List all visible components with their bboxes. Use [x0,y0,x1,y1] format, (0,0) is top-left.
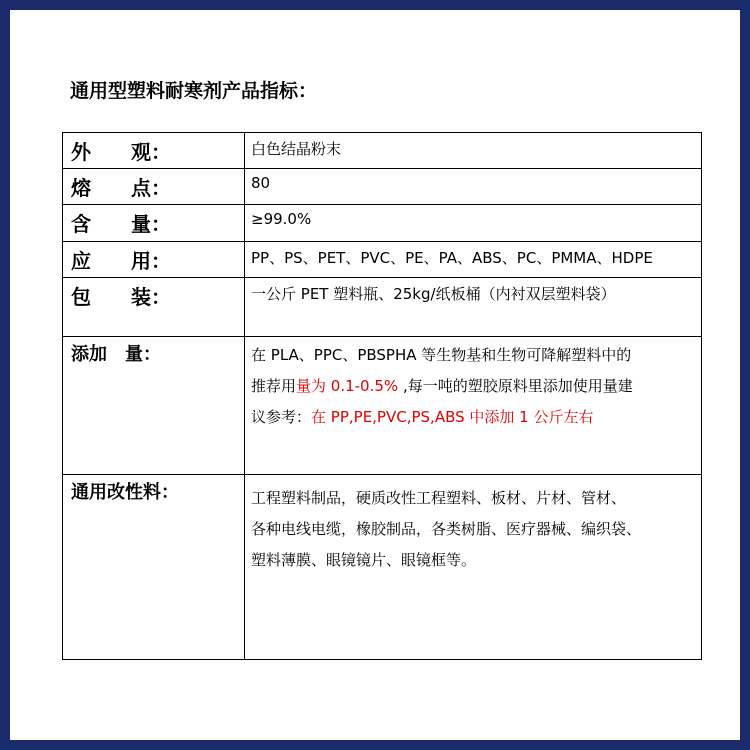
dosage-line-3 [251,402,693,433]
table-row [63,242,702,278]
row-label-modified-materials: 通用改性料： [63,475,245,660]
row-label-application: 应 用： [63,242,245,278]
row-value-content: ≥99.0% [245,205,702,242]
row-value-modified-materials [245,475,702,660]
page-title: 通用型塑料耐寒剂产品指标： [70,80,318,102]
row-label-appearance: 外 观： [63,133,245,169]
row-label-dosage: 添加 量： [63,337,245,475]
table-row [63,133,702,169]
row-value-appearance: 白色结晶粉末 [245,133,702,169]
modified-line-1: 工程塑料制品，硬质改性工程塑料、板材、片材、管材、 [251,489,627,507]
table-row [63,475,702,660]
row-label-packaging: 包 装： [63,278,245,337]
table-row [63,169,702,205]
row-value-packaging: 一公斤 PET 塑料瓶、25kg/纸板桶（内衬双层塑料袋） [245,278,702,337]
dosage-line-2-prefix: 推荐用 [251,377,297,395]
table-row [63,337,702,475]
table-row [63,278,702,337]
row-value-dosage [245,337,702,475]
document-page [10,10,740,740]
dosage-line-2 [251,371,693,402]
row-value-melting-point: 80 [245,169,702,205]
dosage-line-1: 在 PLA、PPC、PBSPHA 等生物基和生物可降解塑料中的 [251,346,632,364]
row-label-melting-point: 熔 点： [63,169,245,205]
spec-table [62,132,702,660]
dosage-range-highlight: 量为 0.1-0.5% [296,377,399,395]
dosage-reference-highlight: 在 PP,PE,PVC,PS,ABS 中添加 1 公斤左右 [311,408,594,426]
row-value-application: PP、PS、PET、PVC、PE、PA、ABS、PC、PMMA、HDPE [245,242,702,278]
dosage-line-3-prefix: 议参考： [251,408,312,426]
modified-line-3: 塑料薄膜、眼镜镜片、眼镜框等。 [251,551,477,569]
table-row [63,205,702,242]
row-label-content: 含 量： [63,205,245,242]
dosage-line-2-suffix: ,每一吨的塑胶原料里添加使用量建 [398,377,633,395]
modified-line-2: 各种电线电缆，橡胶制品，各类树脂、医疗器械、编织袋、 [251,520,642,538]
